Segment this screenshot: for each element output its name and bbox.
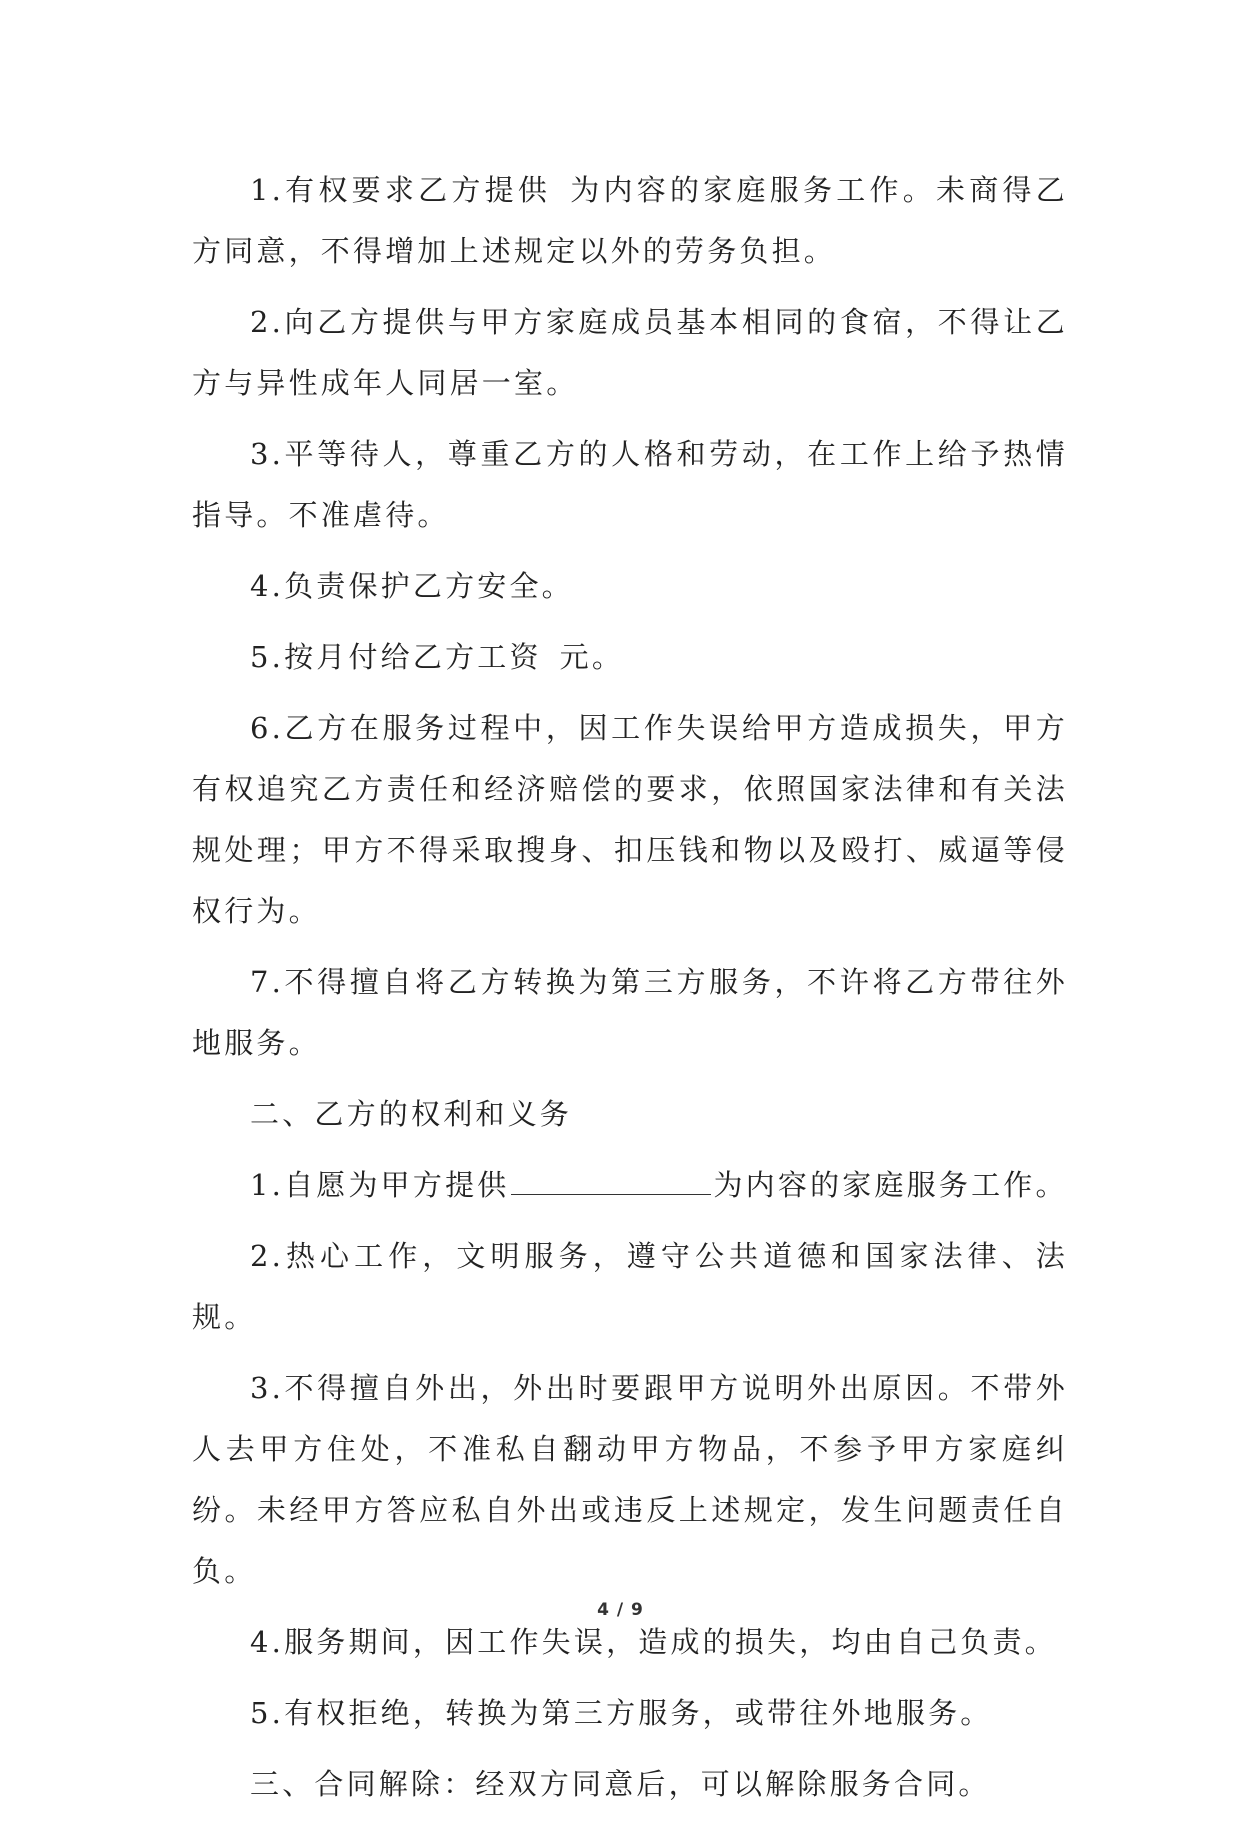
document-body (192, 160, 1068, 1825)
clause-text: 1.有权要求乙方提供 (250, 173, 552, 207)
clause-text: 为内容的家庭服务工作。未商得乙方同意，不得增加上述规定以外的劳务负担。 (192, 173, 1068, 268)
section-heading-party-b: 二、乙方的权利和义务 (250, 1097, 573, 1131)
fill-in-blank (553, 178, 567, 200)
fill-in-blank (544, 645, 558, 667)
party-a-clause-3: 3.平等待人，尊重乙方的人格和劳动，在工作上给予热情指导。不准虐待。 (192, 437, 1068, 532)
party-a-clause-1 (192, 160, 1068, 282)
party-b-clause-4: 4.服务期间，因工作失误，造成的损失，均由自己负责。 (250, 1625, 1057, 1659)
party-b-clause-5: 5.有权拒绝，转换为第三方服务，或带往外地服务。 (250, 1696, 993, 1730)
clause-text: 5.按月付给乙方工资 (250, 640, 542, 674)
party-a-clause-6: 6.乙方在服务过程中，因工作失误给甲方造成损失，甲方有权追究乙方责任和经济赔偿的要求，依照国家法律和有关法规处理；甲方不得采取搜身、扣压钱和物以及殴打、威逼等侵权行为。 (192, 711, 1068, 928)
clause-text: 1.自愿为甲方提供 (250, 1168, 510, 1202)
party-b-clause-2: 2.热心工作，文明服务，遵守公共道德和国家法律、法规。 (192, 1239, 1068, 1334)
section-heading-termination: 三、合同解除：经双方同意后，可以解除服务合同。 (250, 1767, 991, 1801)
party-a-clause-4: 4.负责保护乙方安全。 (250, 569, 574, 603)
party-a-clause-5 (192, 627, 1068, 688)
party-a-clause-2: 2.向乙方提供与甲方家庭成员基本相同的食宿，不得让乙方与异性成年人同居一室。 (192, 305, 1068, 400)
party-b-clause-1 (192, 1155, 1068, 1216)
page-number: 4 / 9 (597, 1600, 644, 1620)
fill-in-blank (511, 1172, 711, 1195)
clause-text: 为内容的家庭服务工作。 (713, 1168, 1068, 1202)
party-a-clause-7: 7.不得擅自将乙方转换为第三方服务，不许将乙方带往外地服务。 (192, 965, 1068, 1060)
clause-text: 元。 (559, 640, 625, 674)
party-b-clause-3: 3.不得擅自外出，外出时要跟甲方说明外出原因。不带外人去甲方住处，不准私自翻动甲方物品，不参予甲方家庭纠纷。未经甲方答应私自外出或违反上述规定，发生问题责任自负。 (192, 1371, 1068, 1588)
